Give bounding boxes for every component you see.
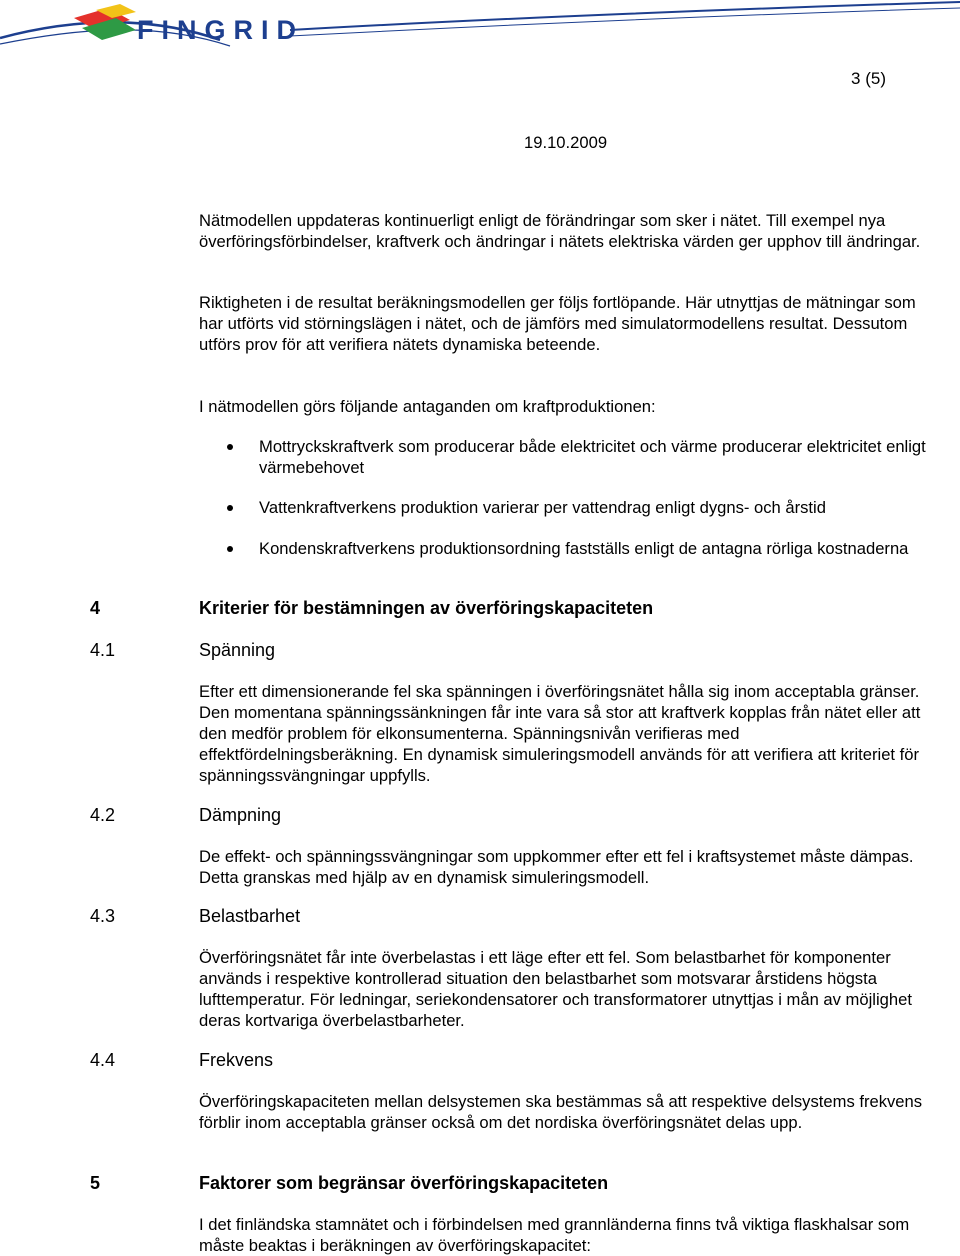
- section-4-1-title: Spänning: [199, 640, 276, 660]
- assumption-list: [220, 538, 935, 559]
- section-4-2-text: De effekt- och spänningssvängningar som uppkommer efter ett fel i kraftsystemet måste dämpas. Detta granskas med hjälp av en dynamisk simuleringsmodell.: [199, 847, 914, 887]
- assumption-list: [220, 497, 935, 518]
- brand-name: FINGRID: [137, 15, 304, 45]
- section-4-4-title: Frekvens: [199, 1050, 274, 1070]
- intro-paragraph-2: Riktigheten i de resultat beräkningsmodellen ger följs fortlöpande. Här utnyttjas de mätningar som har utförts vid störningslägen i nätet, och de jämförs med simulatormodellens resultat. Dessutom utförs prov för att verifiera nätets dynamiska beteende.: [199, 293, 916, 354]
- intro-paragraph-3: I nätmodellen görs följande antaganden om kraftproduktionen:: [199, 397, 656, 416]
- section-4-number: 4: [90, 598, 101, 618]
- section-4-2-number: 4.2: [90, 805, 116, 825]
- section-4-4-number: 4.4: [90, 1050, 116, 1070]
- section-4-1-text: Efter ett dimensionerande fel ska spänningen i överföringsnätet hålla sig inom acceptabla gränser. Den momentana spänningssänkningen får inte vara så stor att kraftverk kopplas från nätet eller att den medför problem för elkonsumenterna. Spänningsnivån verifieras med effektfördelningsberäkning. En dynamisk simuleringsmodell används för att verifiera att kriteriet för spänningssvängningar uppfylls.: [199, 682, 921, 785]
- section-4-3-text: Överföringsnätet får inte överbelastas i ett läge efter ett fel. Som belastbarhet för komponenter används i respektive kontrollerad situation den belastbarhet som motsvarar årstidens högsta lufttemperatur. För ledningar, seriekondensatorer och transformatorer utnyttjas i mån av möjlighet deras kortvariga överbelastbarheter.: [199, 948, 912, 1030]
- bullet-icon: [227, 505, 233, 511]
- list-item: [220, 436, 935, 478]
- section-5-title: Faktorer som begränsar överföringskapaciteten: [199, 1173, 609, 1193]
- document-date: 19.10.2009: [524, 133, 608, 152]
- list-item-text: Mottryckskraftverk som producerar både elektricitet och värme producerar elektricitet enligt värmebehovet: [259, 437, 926, 477]
- section-4-3-number: 4.3: [90, 906, 116, 926]
- header-logo-area: [0, 0, 960, 64]
- section-4-2-title: Dämpning: [199, 805, 282, 825]
- section-4-3-title: Belastbarhet: [199, 906, 301, 926]
- bullet-icon: [227, 444, 233, 450]
- intro-paragraph-1: Nätmodellen uppdateras kontinuerligt enligt de förändringar som sker i nätet. Till exempel nya överföringsförbindelser, kraftverk och ändringar i nätets elektriska värden ger upphov till ändringar.: [199, 211, 921, 251]
- section-4-4-text: Överföringskapaciteten mellan delsystemen ska bestämmas så att respektive delsystems frekvens förblir inom acceptabla gränser också om det nordiska överföringsnätet delas upp.: [199, 1092, 923, 1132]
- section-4-1-number: 4.1: [90, 640, 116, 660]
- section-5-number: 5: [90, 1173, 101, 1193]
- list-item: [220, 497, 935, 518]
- list-item-text: Vattenkraftverkens produktion varierar per vattendrag enligt dygns- och årstid: [259, 498, 826, 517]
- section-4-title: Kriterier för bestämningen av överföringskapaciteten: [199, 598, 654, 618]
- list-item-text: Kondenskraftverkens produktionsordning fastställs enligt de antagna rörliga kostnaderna: [259, 539, 909, 558]
- list-item: [220, 538, 935, 559]
- bullet-icon: [227, 546, 233, 552]
- section-5-text: I det finländska stamnätet och i förbindelsen med grannländerna finns två viktiga flaskhalsar som måste beaktas i beräkningen av överföringskapacitet:: [199, 1215, 910, 1255]
- page-number: 3 (5): [851, 69, 886, 88]
- assumption-list: [220, 436, 935, 478]
